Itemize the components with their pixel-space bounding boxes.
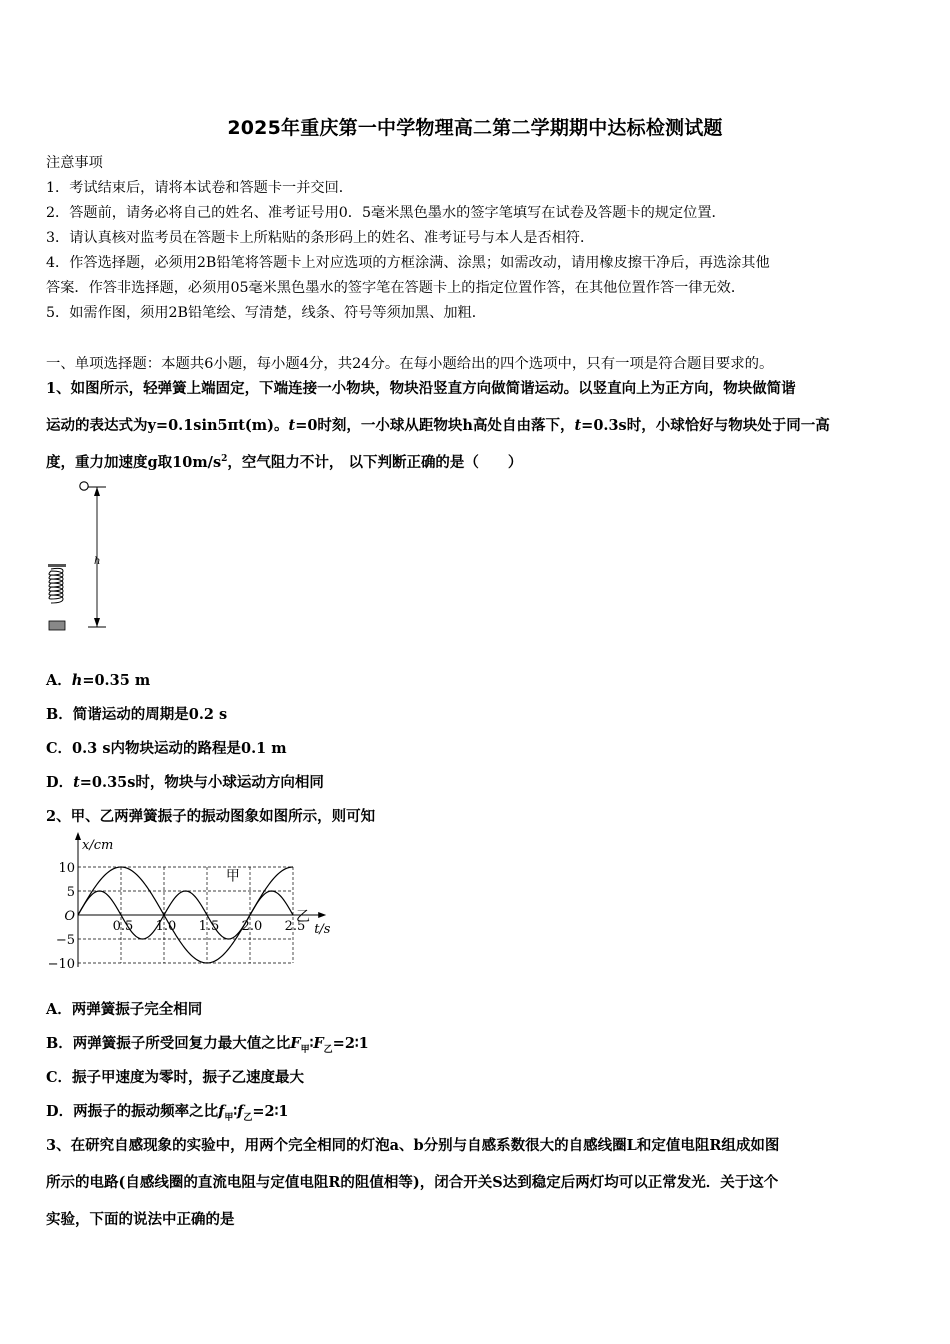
q2-stem: 2、甲、乙两弹簧振子的振动图象如图所示，则可知 — [46, 808, 376, 825]
y-tick-3: −5 — [55, 933, 75, 948]
q3-line-3: 实验，下面的说法中正确的是 — [46, 1211, 235, 1228]
q1-option-c[interactable]: C．0.3 s内物块运动的路程是0.1 m — [46, 740, 287, 757]
notice-heading: 注意事项 — [46, 155, 103, 171]
notice-item-1: 1．考试结束后，请将本试卷和答题卡一并交回． — [46, 180, 353, 196]
q2-option-b-colon: ∶ — [309, 1035, 314, 1052]
y-tick-2: O — [64, 909, 75, 924]
x-tick-2: 1.5 — [198, 919, 220, 934]
q1-line-1: 1、如图所示，轻弹簧上端固定，下端连接一小物块，物块沿竖直方向做简谐运动。以竖直向上为正方向，物块做简谐 — [46, 380, 796, 397]
y-tick-0: 10 — [58, 861, 75, 876]
q1-option-d-var: t — [73, 774, 80, 791]
q2-option-d-f2: f — [237, 1103, 244, 1120]
y-axis-arrow — [75, 832, 81, 840]
q2-option-b[interactable] — [46, 1032, 369, 1055]
notice-item-4-cont: 答案．作答非选择题，必须用05毫米黑色墨水的签字笔在答题卡上的指定位置作答，在其他位置作答一律无效． — [46, 280, 746, 296]
q1-line-3 — [46, 451, 908, 472]
q2-option-c[interactable]: C．振子甲速度为零时，振子乙速度最大 — [46, 1069, 305, 1086]
q3-line-1: 3、在研究自感现象的实验中，用两个完全相同的灯泡a、b分别与自感系数很大的自感线圈L和定值电阻R组成如图 — [46, 1137, 780, 1154]
section-heading: 一、单项选择题：本题共6小题，每小题4分，共24分。在每小题给出的四个选项中，只有一项是符合题目要求的。 — [46, 356, 774, 372]
q1-option-d-text: =0.35s时，物块与小球运动方向相同 — [79, 774, 324, 791]
series-label-0: 甲 — [225, 868, 240, 885]
q1-var-t1: t — [574, 417, 582, 434]
x-tick-3: 2.0 — [241, 919, 263, 934]
q1-option-b[interactable]: B．简谐运动的周期是0.2 s — [46, 706, 228, 723]
q2-option-b-ratio: =2∶1 — [332, 1035, 369, 1052]
block-icon — [49, 621, 65, 630]
q1-expression: 运动的表达式为y=0.1sin5πt(m)。 — [46, 417, 289, 434]
q2-option-b-sub1: 甲 — [300, 1044, 310, 1055]
q1-option-a[interactable] — [46, 669, 150, 690]
falling-ball-icon — [80, 482, 106, 490]
q2-option-b-f2: F — [313, 1035, 324, 1052]
notice-item-2: 2．答题前，请务必将自己的姓名、准考证号用0．5毫米黑色墨水的签字笔填写在试卷及答题卡的规定位置． — [46, 205, 726, 221]
q1-line-2 — [46, 414, 908, 435]
q3-line-2: 所示的电路(自感线圈的直流电阻与定值电阻R的阻值相等)，闭合开关S达到稳定后两灯均可以正常发光．关于这个 — [46, 1174, 779, 1191]
q1-figure — [40, 476, 120, 636]
notice-item-5: 5．如需作图，须用2B铅笔绘、写清楚，线条、符号等须加黑、加粗． — [46, 305, 486, 321]
q1-text-b: =0时刻，一小球从距物块h高处自由落下， — [295, 417, 575, 434]
q1-option-d-label: D． — [46, 774, 74, 791]
q2-option-d-colon: ∶ — [233, 1103, 238, 1120]
oscillation-chart — [44, 832, 334, 982]
page-title: 2025年重庆第一中学物理高二第二学期期中达标检测试题 — [227, 117, 723, 139]
notice-item-4: 4．作答选择题，必须用2B铅笔将答题卡上对应选项的方框涂满、涂黑；如需改动，请用橡皮擦干净后，再选涂其他 — [46, 255, 770, 271]
x-tick-0: 0.5 — [112, 919, 134, 934]
q1-var-t0: t — [288, 417, 296, 434]
q2-option-a[interactable]: A．两弹簧振子完全相同 — [46, 1001, 203, 1018]
y-axis-label: x/cm — [82, 838, 114, 853]
y-tick-1: 5 — [66, 885, 75, 900]
q2-option-d-ratio: =2∶1 — [252, 1103, 289, 1120]
y-tick-4: −10 — [47, 957, 75, 972]
q1-prompt: ，空气阻力不计， 以下判断正确的是（ ） — [227, 454, 523, 471]
q1-option-a-label: A． — [46, 672, 72, 689]
q2-option-d-sub2: 乙 — [243, 1112, 253, 1123]
q1-gravity: 度，重力加速度g取10m/s — [46, 454, 222, 471]
q2-option-b-sub2: 乙 — [323, 1044, 333, 1055]
x-tick-4: 2.5 — [284, 919, 306, 934]
q2-option-b-f1: F — [290, 1035, 301, 1052]
series-label-1: 乙 — [296, 908, 310, 925]
q2-option-d-sub1: 甲 — [224, 1112, 234, 1123]
q2-option-b-text: B．两弹簧振子所受回复力最大值之比 — [46, 1035, 291, 1052]
spring-icon — [48, 564, 66, 603]
notice-item-3: 3．请认真核对监考员在答题卡上所粘贴的条形码上的姓名、准考证号与本人是否相符． — [46, 230, 595, 246]
x-tick-1: 1.0 — [155, 919, 177, 934]
q1-option-a-text: =0.35 m — [82, 672, 151, 689]
q2-option-d-text: D．两振子的振动频率之比 — [46, 1103, 219, 1120]
q2-option-d[interactable] — [46, 1100, 289, 1123]
q1-option-d[interactable] — [46, 771, 324, 792]
q1-exponent: 2 — [221, 454, 228, 465]
height-label: h — [94, 556, 101, 567]
x-axis-arrow — [318, 912, 326, 918]
q1-option-a-var: h — [71, 672, 83, 689]
q2-option-d-f1: f — [218, 1103, 225, 1120]
q1-text-c: =0.3s时，小球恰好与物块处于同一高 — [581, 417, 830, 434]
x-axis-label: t/s — [314, 922, 331, 937]
